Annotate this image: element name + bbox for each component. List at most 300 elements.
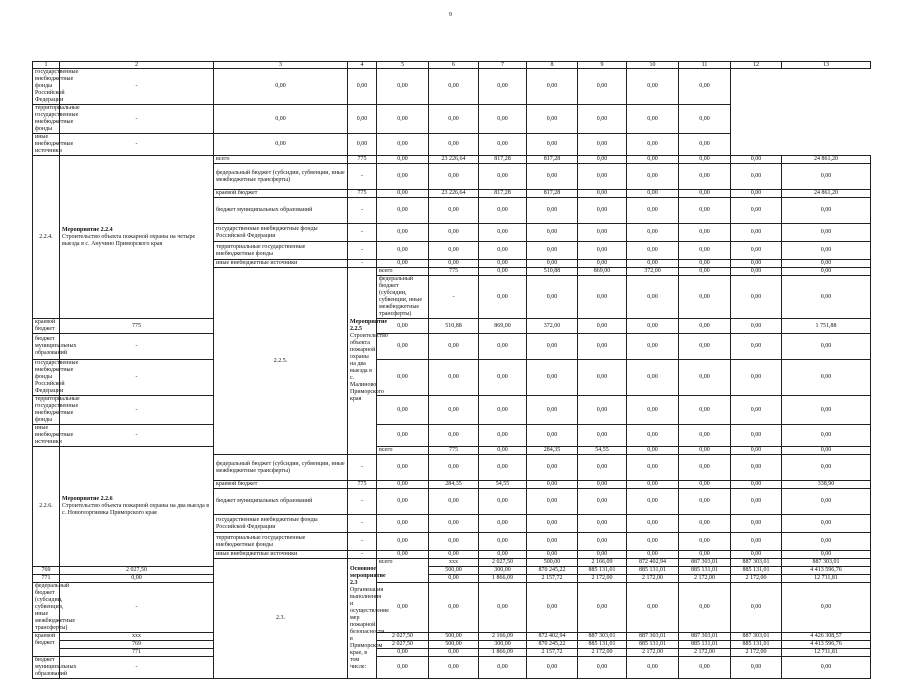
measure-description — [60, 447, 214, 567]
amount-cell: 0,00 — [679, 657, 731, 679]
measure-text: Строительство объекта пожарной охраны на два выезда в с. Новогеоргиевка Приморского края — [62, 503, 210, 516]
amount-cell: 2 172,00 — [731, 649, 782, 657]
amount-cell: 0,00 — [429, 583, 479, 633]
funding-source: бюджет муниципальных образований — [214, 198, 348, 224]
table-row — [33, 649, 871, 657]
amount-cell: 0,00 — [782, 268, 871, 276]
amount-cell: 2 157,72 — [527, 575, 578, 583]
amount-cell: 887 303,01 — [578, 633, 627, 641]
amount-cell: 817,28 — [527, 190, 578, 198]
amount-cell: 0,00 — [679, 319, 731, 334]
amount-cell: 885 131,01 — [627, 567, 679, 575]
amount-cell: 0,00 — [479, 334, 527, 360]
amount-cell: 0,00 — [377, 455, 429, 481]
measure-description — [60, 156, 214, 319]
amount-cell: 0,00 — [479, 360, 527, 396]
amount-cell: 869,00 — [578, 268, 627, 276]
budget-code-cell: 769 — [33, 567, 60, 575]
amount-cell: 0,00 — [578, 360, 627, 396]
amount-cell: 0,00 — [377, 481, 429, 489]
funding-source: иные внебюджетные источники — [214, 260, 348, 268]
amount-cell: 0,00 — [479, 533, 527, 551]
amount-cell: 0,00 — [679, 396, 731, 425]
amount-cell: 0,00 — [429, 105, 479, 134]
amount-cell: 0,00 — [377, 583, 429, 633]
amount-cell: 0,00 — [731, 396, 782, 425]
budget-code-cell: 775 — [60, 319, 214, 334]
amount-cell: 0,00 — [731, 164, 782, 190]
amount-cell: 0,00 — [578, 533, 627, 551]
measure-code: 2.2.4. — [33, 156, 60, 319]
amount-cell: 0,00 — [429, 198, 479, 224]
amount-cell: 0,00 — [679, 551, 731, 559]
amount-cell: 0,00 — [527, 481, 578, 489]
amount-cell: 0,00 — [679, 105, 731, 134]
amount-cell: 872 402,94 — [527, 633, 578, 641]
measure-title: Мероприятие 2.2.5 — [350, 319, 388, 332]
amount-cell: 0,00 — [679, 190, 731, 198]
amount-cell: 0,00 — [377, 260, 429, 268]
table-body — [33, 62, 871, 679]
amount-cell: 0,00 — [627, 224, 679, 242]
amount-cell: 0,00 — [679, 481, 731, 489]
budget-code-cell: - — [60, 334, 214, 360]
amount-cell: 0,00 — [782, 164, 871, 190]
amount-cell: 0,00 — [429, 489, 479, 515]
funding-source: краевой бюджет — [33, 319, 60, 334]
amount-cell: 0,00 — [627, 190, 679, 198]
amount-cell: 2 172,00 — [731, 575, 782, 583]
amount-cell: 0,00 — [782, 533, 871, 551]
measure-text: Строительство объекта пожарной охраны на четыре выезда в с. Анучино Приморского края — [62, 233, 196, 247]
amount-cell: 0,00 — [578, 260, 627, 268]
amount-cell: 338,90 — [782, 481, 871, 489]
amount-cell: 0,00 — [731, 360, 782, 396]
amount-cell: 0,00 — [429, 242, 479, 260]
amount-cell: 0,00 — [527, 198, 578, 224]
column-number-cell: 12 — [731, 62, 782, 69]
amount-cell: 0,00 — [377, 105, 429, 134]
budget-code-cell: 771 — [60, 649, 214, 657]
amount-cell: 0,00 — [429, 657, 479, 679]
amount-cell: 0,00 — [578, 455, 627, 481]
amount-cell: 0,00 — [578, 242, 627, 260]
amount-cell: 0,00 — [627, 489, 679, 515]
amount-cell: 0,00 — [429, 575, 479, 583]
amount-cell: 817,28 — [527, 156, 578, 164]
amount-cell: 0,00 — [578, 583, 627, 633]
amount-cell: 0,00 — [479, 583, 527, 633]
amount-cell: 0,00 — [527, 224, 578, 242]
amount-cell: 2 166,09 — [479, 633, 527, 641]
column-number-cell: 2 — [60, 62, 214, 69]
measure-title: Мероприятие 2.2.6 — [62, 496, 113, 502]
funding-source: иные внебюджетные источники — [33, 134, 60, 156]
column-number-cell: 3 — [214, 62, 348, 69]
amount-cell: 1 866,09 — [479, 649, 527, 657]
amount-cell: 54,55 — [479, 481, 527, 489]
funding-source: всего — [377, 447, 429, 455]
amount-cell: 0,00 — [348, 134, 377, 156]
amount-cell: 0,00 — [479, 134, 527, 156]
amount-cell: 0,00 — [731, 198, 782, 224]
amount-cell: 24 861,20 — [782, 190, 871, 198]
amount-cell: 0,00 — [377, 190, 429, 198]
funding-source: иные внебюджетные источники — [33, 425, 60, 447]
amount-cell: 0,00 — [782, 657, 871, 679]
amount-cell: 0,00 — [578, 134, 627, 156]
funding-source: краевой бюджет — [214, 481, 348, 489]
amount-cell: 0,00 — [578, 224, 627, 242]
page-number: 9 — [449, 12, 452, 18]
amount-cell: 0,00 — [782, 198, 871, 224]
amount-cell: 0,00 — [527, 551, 578, 559]
funding-source: краевой бюджет — [214, 190, 348, 198]
amount-cell: 510,88 — [429, 319, 479, 334]
amount-cell: 2 172,00 — [578, 649, 627, 657]
amount-cell: 0,00 — [627, 69, 679, 105]
amount-cell: 870 245,22 — [527, 567, 578, 575]
amount-cell: 500,00 — [429, 641, 479, 649]
amount-cell: 0,00 — [377, 134, 429, 156]
amount-cell: 885 131,01 — [679, 641, 731, 649]
amount-cell: 0,00 — [578, 105, 627, 134]
funding-source: территориальные государственные внебюджетные фонды — [33, 396, 60, 425]
amount-cell: 2 172,00 — [627, 575, 679, 583]
amount-cell: 0,00 — [348, 105, 377, 134]
amount-cell: 0,00 — [627, 134, 679, 156]
amount-cell: 2 172,00 — [679, 575, 731, 583]
amount-cell: 0,00 — [429, 551, 479, 559]
amount-cell: 510,88 — [527, 268, 578, 276]
budget-code-cell: 769 — [60, 641, 214, 649]
amount-cell: 0,00 — [679, 69, 731, 105]
amount-cell: 0,00 — [377, 360, 429, 396]
amount-cell: 2 172,00 — [627, 649, 679, 657]
amount-cell: 885 131,01 — [731, 641, 782, 649]
amount-cell: 0,00 — [731, 657, 782, 679]
column-number-cell: 5 — [377, 62, 429, 69]
amount-cell: 0,00 — [731, 260, 782, 268]
funding-source: федеральный бюджет (субсидии, субвенции, иные межбюджетные трансферты) — [377, 276, 429, 319]
amount-cell: 885 131,01 — [578, 567, 627, 575]
amount-cell: 2 027,50 — [479, 559, 527, 567]
amount-cell: 500,00 — [429, 633, 479, 641]
amount-cell: 0,00 — [429, 455, 479, 481]
amount-cell: 0,00 — [679, 268, 731, 276]
amount-cell: 2 157,72 — [527, 649, 578, 657]
funding-source: территориальные государственные внебюджетные фонды — [33, 105, 60, 134]
amount-cell: 2 027,50 — [377, 641, 429, 649]
funding-source: краевой бюджет — [33, 633, 60, 657]
amount-cell: 0,00 — [731, 276, 782, 319]
amount-cell: 0,00 — [627, 334, 679, 360]
amount-cell: 0,00 — [429, 515, 479, 533]
amount-cell: 0,00 — [578, 198, 627, 224]
budget-code-cell: - — [60, 657, 214, 679]
amount-cell: 0,00 — [377, 69, 429, 105]
funding-source: государственные внебюджетные фонды Российской Федерации — [33, 69, 60, 105]
amount-cell: 0,00 — [479, 105, 527, 134]
amount-cell: 0,00 — [679, 242, 731, 260]
amount-cell: 870 245,22 — [527, 641, 578, 649]
amount-cell: 887 303,01 — [627, 633, 679, 641]
funding-source: федеральный бюджет (субсидии, субвенции, иные межбюджетные трансферты) — [214, 455, 348, 481]
amount-cell: 887 303,01 — [782, 559, 871, 567]
amount-cell: 0,00 — [731, 156, 782, 164]
amount-cell: 0,00 — [578, 515, 627, 533]
amount-cell: 0,00 — [578, 156, 627, 164]
amount-cell: 0,00 — [527, 334, 578, 360]
amount-cell: 0,00 — [429, 260, 479, 268]
amount-cell: 0,00 — [429, 425, 479, 447]
amount-cell: 0,00 — [731, 533, 782, 551]
table-row — [33, 156, 871, 164]
amount-cell: 0,00 — [679, 156, 731, 164]
amount-cell: 0,00 — [479, 657, 527, 679]
amount-cell: 0,00 — [527, 260, 578, 268]
budget-code-cell: 775 — [429, 268, 479, 276]
amount-cell: 0,00 — [479, 69, 527, 105]
column-number-cell: 13 — [782, 62, 871, 69]
measure-code: 2.3. — [214, 559, 348, 679]
amount-cell: 0,00 — [214, 134, 348, 156]
budget-code-cell: - — [60, 134, 214, 156]
amount-cell: 0,00 — [214, 69, 348, 105]
amount-cell: 0,00 — [377, 425, 429, 447]
amount-cell: 0,00 — [679, 583, 731, 633]
amount-cell: 0,00 — [527, 515, 578, 533]
amount-cell: 0,00 — [782, 242, 871, 260]
amount-cell: 0,00 — [731, 224, 782, 242]
amount-cell: 869,00 — [479, 319, 527, 334]
amount-cell: 2 027,50 — [60, 567, 214, 575]
amount-cell: 0,00 — [782, 224, 871, 242]
amount-cell: 1 866,09 — [479, 575, 527, 583]
amount-cell: 0,00 — [527, 134, 578, 156]
amount-cell: 0,00 — [578, 396, 627, 425]
amount-cell: 0,00 — [627, 276, 679, 319]
amount-cell: 0,00 — [731, 190, 782, 198]
amount-cell: 12 711,81 — [782, 575, 871, 583]
funding-source: всего — [377, 268, 429, 276]
funding-source: федеральный бюджет (субсидии, субвенции, иные межбюджетные трансферты) — [214, 164, 348, 190]
budget-code-cell: - — [348, 242, 377, 260]
amount-cell: 0,00 — [782, 583, 871, 633]
amount-cell: 4 413 596,76 — [782, 641, 871, 649]
column-number-cell: 9 — [578, 62, 627, 69]
funding-source: государственные внебюджетные фонды Российской Федерации — [214, 515, 348, 533]
amount-cell: 0,00 — [578, 551, 627, 559]
amount-cell: 0,00 — [627, 105, 679, 134]
amount-cell: 0,00 — [429, 533, 479, 551]
amount-cell: 0,00 — [782, 260, 871, 268]
amount-cell: 0,00 — [782, 551, 871, 559]
column-number-cell: 11 — [679, 62, 731, 69]
budget-code-cell: - — [348, 198, 377, 224]
amount-cell: 0,00 — [377, 319, 429, 334]
amount-cell: 0,00 — [479, 198, 527, 224]
amount-cell: 0,00 — [527, 425, 578, 447]
budget-code-cell: 775 — [348, 190, 377, 198]
table-row — [33, 69, 871, 105]
amount-cell: 23 226,64 — [429, 190, 479, 198]
amount-cell: 1 751,88 — [782, 319, 871, 334]
amount-cell: 0,00 — [377, 198, 429, 224]
amount-cell: 0,00 — [348, 69, 377, 105]
budget-code-cell: - — [348, 533, 377, 551]
amount-cell: 0,00 — [479, 164, 527, 190]
amount-cell: 0,00 — [679, 164, 731, 190]
amount-cell: 0,00 — [377, 649, 429, 657]
amount-cell: 885 131,01 — [627, 641, 679, 649]
amount-cell: 0,00 — [782, 334, 871, 360]
table-row — [33, 105, 871, 134]
amount-cell: 0,00 — [679, 198, 731, 224]
amount-cell: 372,00 — [627, 268, 679, 276]
amount-cell: 0,00 — [679, 360, 731, 396]
amount-cell: 0,00 — [679, 425, 731, 447]
table-row — [33, 583, 871, 633]
budget-code-cell: - — [60, 105, 214, 134]
column-number-cell: 4 — [348, 62, 377, 69]
amount-cell: 284,35 — [527, 447, 578, 455]
measure-text: Организация выполнения и осуществление мер пожарной безопасности в Приморском крае, в том числе: — [350, 587, 389, 670]
amount-cell: 0,00 — [527, 242, 578, 260]
measure-text: Строительство объекта пожарной охраны на два выезда в с. Малиново Приморского края — [350, 333, 388, 402]
amount-cell: 12 711,81 — [782, 649, 871, 657]
amount-cell: 0,00 — [527, 276, 578, 319]
amount-cell: 0,00 — [214, 105, 348, 134]
budget-code-cell: - — [348, 164, 377, 190]
amount-cell: 0,00 — [782, 515, 871, 533]
amount-cell: 0,00 — [627, 551, 679, 559]
amount-cell: 0,00 — [377, 164, 429, 190]
amount-cell: 817,28 — [479, 190, 527, 198]
amount-cell: 0,00 — [578, 276, 627, 319]
amount-cell: 885 131,01 — [731, 567, 782, 575]
amount-cell: 0,00 — [479, 396, 527, 425]
amount-cell: 885 131,01 — [578, 641, 627, 649]
amount-cell: 0,00 — [578, 657, 627, 679]
amount-cell: 0,00 — [731, 334, 782, 360]
budget-code-cell: 775 — [429, 447, 479, 455]
amount-cell: 887 303,01 — [679, 559, 731, 567]
amount-cell: 0,00 — [627, 360, 679, 396]
budget-code-cell: - — [60, 583, 214, 633]
table-row — [33, 396, 871, 425]
amount-cell: 0,00 — [377, 156, 429, 164]
budget-code-cell: 771 — [33, 575, 60, 583]
amount-cell: 0,00 — [627, 156, 679, 164]
amount-cell: 0,00 — [377, 515, 429, 533]
amount-cell: 0,00 — [627, 657, 679, 679]
column-number-cell: 1 — [33, 62, 60, 69]
amount-cell: 0,00 — [578, 425, 627, 447]
amount-cell: 0,00 — [627, 425, 679, 447]
funding-source: территориальные государственные внебюджетные фонды — [214, 242, 348, 260]
amount-cell: 817,28 — [479, 156, 527, 164]
column-number-cell: 8 — [527, 62, 578, 69]
amount-cell: 0,00 — [479, 224, 527, 242]
amount-cell: 0,00 — [578, 334, 627, 360]
amount-cell: 0,00 — [679, 134, 731, 156]
amount-cell: 0,00 — [429, 134, 479, 156]
amount-cell: 885 131,01 — [679, 567, 731, 575]
amount-cell: 0,00 — [479, 242, 527, 260]
amount-cell: 0,00 — [429, 649, 479, 657]
table-row — [33, 360, 871, 396]
amount-cell: 0,00 — [731, 489, 782, 515]
table-row — [33, 319, 871, 334]
amount-cell: 0,00 — [527, 583, 578, 633]
amount-cell: 0,00 — [627, 396, 679, 425]
amount-cell: 0,00 — [679, 276, 731, 319]
amount-cell: 0,00 — [429, 334, 479, 360]
budget-code-cell: xxx — [60, 633, 214, 641]
table-row — [33, 575, 871, 583]
amount-cell: 372,00 — [527, 319, 578, 334]
amount-cell: 0,00 — [479, 515, 527, 533]
amount-cell: 0,00 — [731, 583, 782, 633]
amount-cell: 0,00 — [578, 489, 627, 515]
budget-code-cell: - — [348, 551, 377, 559]
amount-cell: 300,00 — [479, 641, 527, 649]
amount-cell: 0,00 — [731, 268, 782, 276]
amount-cell: 0,00 — [578, 190, 627, 198]
amount-cell: 0,00 — [731, 455, 782, 481]
amount-cell: 887 303,01 — [731, 559, 782, 567]
column-number-row — [33, 62, 871, 69]
amount-cell: 0,00 — [377, 334, 429, 360]
column-number-cell: 10 — [627, 62, 679, 69]
funding-source: бюджет муниципальных образований — [33, 334, 60, 360]
amount-cell: 0,00 — [679, 515, 731, 533]
amount-cell: 0,00 — [731, 447, 782, 455]
amount-cell: 54,55 — [578, 447, 627, 455]
amount-cell: 0,00 — [679, 489, 731, 515]
funding-source: бюджет муниципальных образований — [214, 489, 348, 515]
amount-cell: 0,00 — [527, 360, 578, 396]
amount-cell: 0,00 — [627, 515, 679, 533]
table-row — [33, 641, 871, 649]
amount-cell: 2 172,00 — [578, 575, 627, 583]
measure-title: Мероприятие 2.2.4 — [62, 226, 113, 233]
amount-cell: 0,00 — [627, 481, 679, 489]
budget-code-cell: - — [429, 276, 479, 319]
amount-cell: 0,00 — [429, 360, 479, 396]
amount-cell: 0,00 — [782, 489, 871, 515]
amount-cell: 0,00 — [679, 533, 731, 551]
measure-code: 2.2.6. — [33, 447, 60, 567]
amount-cell: 0,00 — [479, 268, 527, 276]
amount-cell: 0,00 — [731, 319, 782, 334]
amount-cell: 0,00 — [429, 396, 479, 425]
amount-cell: 0,00 — [527, 489, 578, 515]
amount-cell: 0,00 — [578, 69, 627, 105]
amount-cell: 0,00 — [627, 455, 679, 481]
amount-cell: 0,00 — [679, 224, 731, 242]
table-row — [33, 633, 871, 641]
amount-cell: 0,00 — [527, 657, 578, 679]
budget-code-cell: - — [348, 455, 377, 481]
amount-cell: 2 172,00 — [679, 649, 731, 657]
funding-source: всего — [214, 156, 348, 164]
amount-cell: 0,00 — [731, 551, 782, 559]
amount-cell: 0,00 — [627, 583, 679, 633]
amount-cell: 0,00 — [731, 515, 782, 533]
table-row — [33, 657, 871, 679]
